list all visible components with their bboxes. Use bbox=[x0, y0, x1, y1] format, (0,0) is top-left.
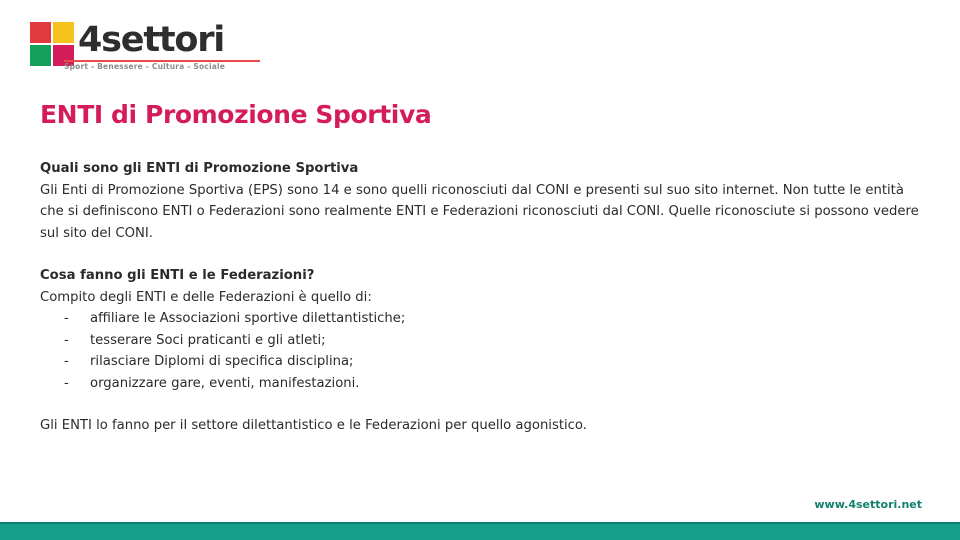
bullet-marker: - bbox=[64, 375, 69, 391]
slide-body bbox=[40, 158, 920, 437]
list-item bbox=[40, 373, 920, 395]
logo-tagline: Sport - Benessere - Cultura - Sociale bbox=[64, 62, 226, 71]
section-1-paragraph: Gli Enti di Promozione Sportiva (EPS) sono 14 e sono quelli riconosciuti dal CONI e presenti sul suo sito internet. Non tutte le entità che si definiscono ENTI o Federazioni sono realmente ENTI e Federazioni riconosciuti dal CONI. Quelle riconosciute si possono vedere sul sito del CONI. bbox=[40, 182, 919, 241]
logo-square-top-right bbox=[53, 22, 74, 43]
brand-logo bbox=[30, 18, 260, 76]
body-spacer-2 bbox=[40, 394, 920, 415]
body-spacer-1 bbox=[40, 244, 920, 265]
page-title: ENTI di Promozione Sportiva bbox=[40, 100, 432, 129]
logo-square-top-left bbox=[30, 22, 51, 43]
bullet-marker: - bbox=[64, 311, 69, 326]
bullet-marker: - bbox=[64, 354, 69, 369]
list-item bbox=[40, 330, 920, 352]
footer-website-link[interactable]: www.4settori.net bbox=[814, 498, 922, 511]
section-1-heading: Quali sono gli ENTI di Promozione Sportiva bbox=[40, 161, 359, 176]
section-2-heading: Cosa fanno gli ENTI e le Federazioni? bbox=[40, 268, 315, 283]
logo-wordmark: 4settori bbox=[78, 20, 225, 60]
list-item bbox=[40, 308, 920, 330]
list-item-label: affiliare le Associazioni sportive dilettantistiche; bbox=[90, 311, 406, 326]
section-2-bullet-list bbox=[40, 308, 920, 394]
list-item-label: rilasciare Diplomi di specifica disciplina; bbox=[90, 354, 354, 369]
bullet-marker: - bbox=[64, 332, 69, 348]
list-item bbox=[40, 351, 920, 373]
list-item-label: tesserare Soci praticanti e gli atleti; bbox=[90, 332, 326, 348]
list-item-label: organizzare gare, eventi, manifestazioni. bbox=[90, 375, 360, 391]
section-2-intro: Compito degli ENTI e delle Federazioni è quello di: bbox=[40, 289, 372, 305]
closing-paragraph: Gli ENTI lo fanno per il settore dilettantistico e le Federazioni per quello agonistico. bbox=[40, 418, 587, 433]
footer-bar bbox=[0, 524, 960, 540]
logo-square-bottom-left bbox=[30, 45, 51, 66]
